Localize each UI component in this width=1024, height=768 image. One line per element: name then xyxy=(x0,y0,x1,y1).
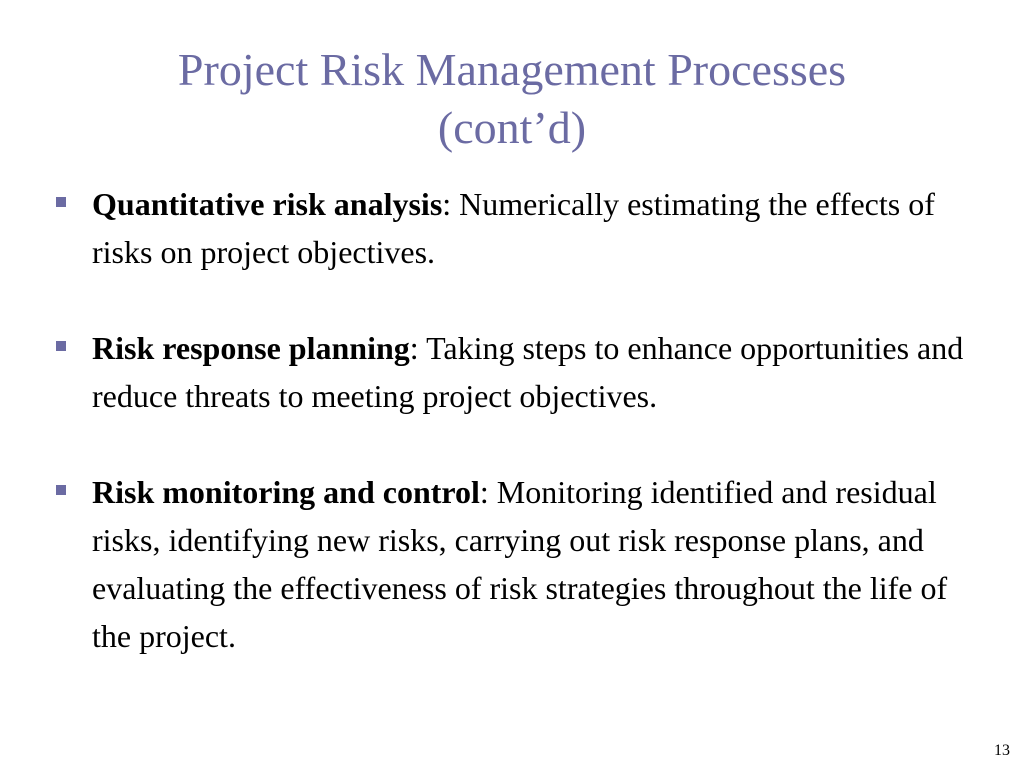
bullet-text: Taking steps to enhance opportunities and reduce threats to meeting project objectives. xyxy=(92,330,964,414)
square-bullet-icon xyxy=(56,341,66,351)
square-bullet-icon xyxy=(56,485,66,495)
bullet-text: Numerically estimating the effects of risks on project objectives. xyxy=(92,186,935,270)
bullet-term: Risk response planning xyxy=(92,330,410,366)
bullet-item-quantitative-risk-analysis xyxy=(56,180,976,276)
bullet-term: Quantitative risk analysis xyxy=(92,186,443,222)
bullet-text: Monitoring identified and residual risks, identifying new risks, carrying out risk response plans, and evaluating the effectiveness of risk strategies throughout the life of the project. xyxy=(92,474,948,654)
square-bullet-icon xyxy=(56,197,66,207)
bullet-separator: : xyxy=(442,186,452,222)
bullet-term: Risk monitoring and control xyxy=(92,474,480,510)
bullet-item-risk-response-planning xyxy=(56,324,976,420)
page-number: 13 xyxy=(994,742,1010,759)
slide-title-line-2: (cont’d) xyxy=(437,101,587,153)
bullet-separator: : xyxy=(479,474,489,510)
bullet-list xyxy=(56,180,976,660)
bullet-separator: : xyxy=(409,330,419,366)
bullet-item-risk-monitoring-and-control xyxy=(56,468,976,660)
slide-title xyxy=(40,41,984,157)
slide-title-line-1: Project Risk Management Processes xyxy=(177,43,847,95)
